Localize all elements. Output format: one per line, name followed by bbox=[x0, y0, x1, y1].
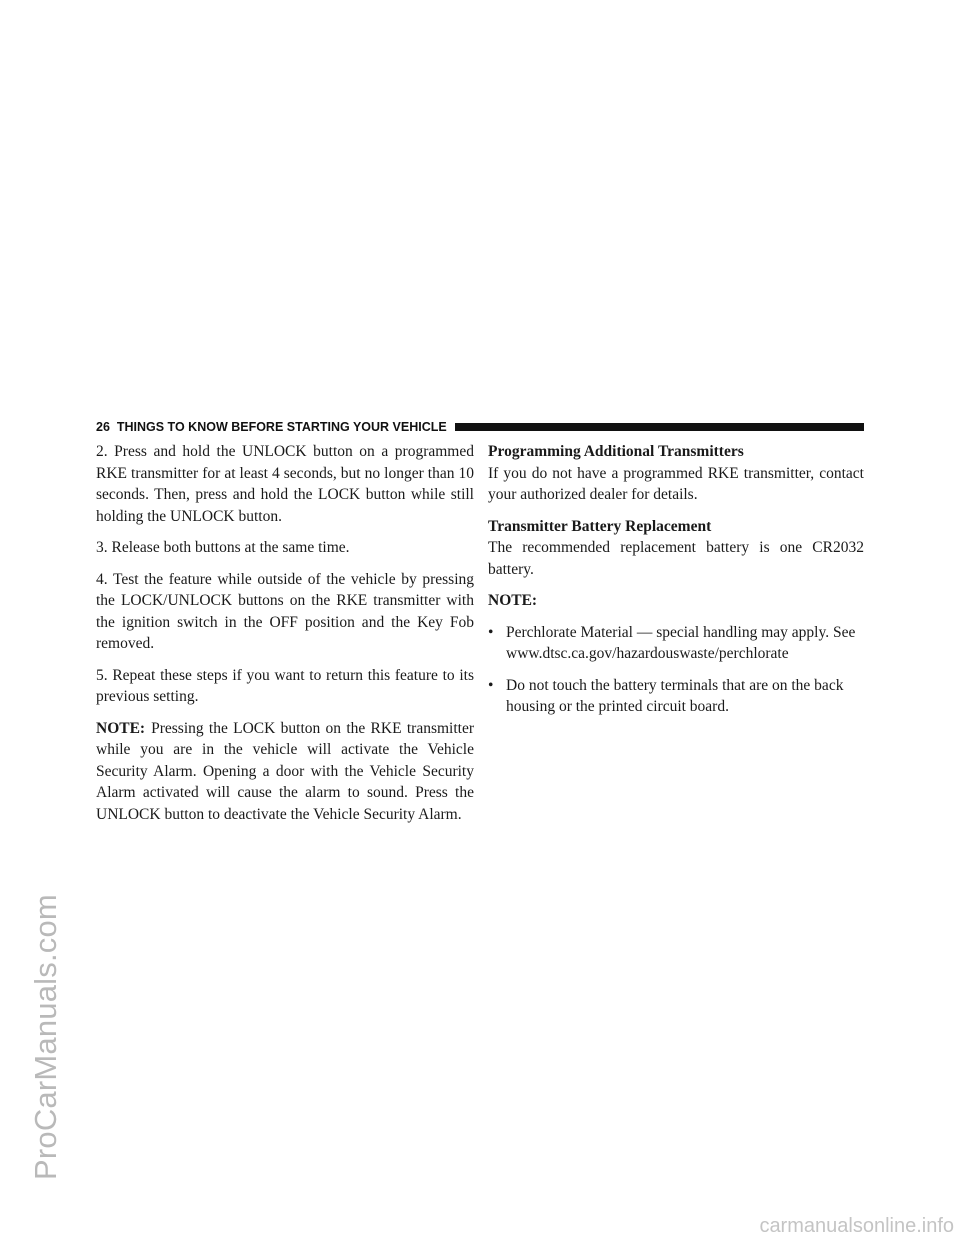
header-text bbox=[96, 420, 455, 434]
battery-note-label: NOTE: bbox=[488, 592, 538, 609]
section-heading-programming: Programming Additional Transmitters bbox=[488, 443, 744, 460]
side-watermark: ProCarManuals.com bbox=[28, 894, 63, 1180]
battery-notes-list bbox=[488, 622, 864, 718]
list-item bbox=[488, 675, 864, 718]
left-column bbox=[96, 441, 474, 835]
step-5: 5. Repeat these steps if you want to return this feature to its previous setting. bbox=[96, 666, 474, 705]
bullet-icon: • bbox=[488, 676, 494, 694]
header-rule bbox=[455, 423, 864, 431]
alarm-note bbox=[96, 718, 474, 826]
bottom-watermark: carmanualsonline.info bbox=[759, 1215, 954, 1237]
page-number: 26 bbox=[96, 420, 110, 434]
note-text: Pressing the LOCK button on the RKE transmitter while you are in the vehicle will activate the Vehicle Security Alarm. Opening a door with the Vehicle Security Alarm activated will cause the alarm to sound. Press the UNLOCK button to deactivate the Vehicle Security Alarm. bbox=[96, 719, 474, 823]
step-4: 4. Test the feature while outside of the vehicle by pressing the LOCK/UNLOCK buttons on the RKE transmitter with the ignition switch in the OFF position and the Key Fob removed. bbox=[96, 570, 474, 652]
battery-text: The recommended replacement battery is one CR2032 battery. bbox=[488, 539, 864, 578]
bullet-text: Perchlorate Material — special handling may apply. See www.dtsc.ca.gov/hazardouswaste/perchlorate bbox=[506, 623, 856, 662]
bullet-icon: • bbox=[488, 623, 494, 641]
right-column bbox=[488, 441, 864, 728]
note-label: NOTE: bbox=[96, 719, 146, 737]
list-item bbox=[488, 622, 864, 665]
bullet-text: Do not touch the battery terminals that are on the back housing or the printed circuit board. bbox=[506, 676, 844, 715]
section-title: THINGS TO KNOW BEFORE STARTING YOUR VEHICLE bbox=[116, 420, 447, 434]
step-2: 2. Press and hold the UNLOCK button on a programmed RKE transmitter for at least 4 seconds, but no longer than 10 seconds. Then, press and hold the LOCK button while still holding the UNLOCK button. bbox=[96, 443, 474, 525]
step-3: 3. Release both buttons at the same time. bbox=[96, 539, 350, 556]
programming-text: If you do not have a programmed RKE transmitter, contact your authorized dealer for details. bbox=[488, 464, 864, 503]
section-heading-battery: Transmitter Battery Replacement bbox=[488, 517, 712, 535]
page-header bbox=[96, 418, 864, 436]
